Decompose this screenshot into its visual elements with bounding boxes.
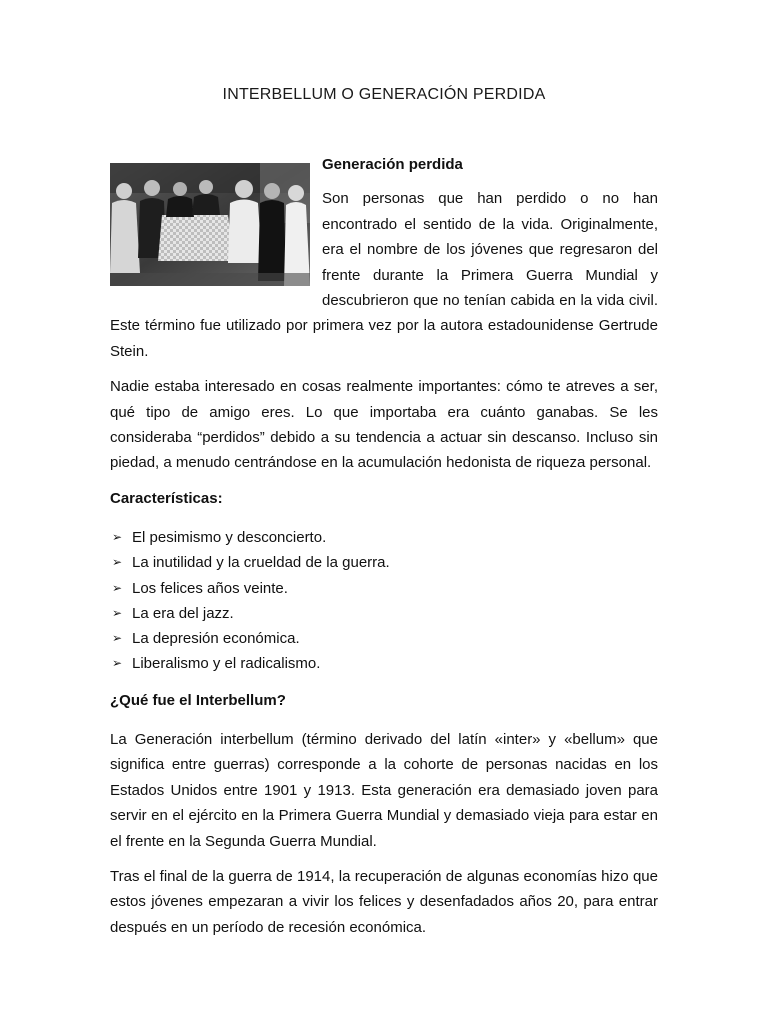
heading-interbellum: ¿Qué fue el Interbellum?	[110, 691, 286, 709]
arrow-bullet-icon: ➢	[111, 605, 123, 620]
group-photo	[110, 163, 310, 286]
list-item: ➢ Los felices años veinte.	[132, 576, 658, 601]
paragraph-interbellum-contexto: Tras el final de la guerra de 1914, la recuperación de algunas economías hizo que estos jóvenes empezaran a vivir los felices y desenfadados años 20, para entrar después en un período de recesión económica.	[110, 867, 658, 936]
list-item: ➢ Liberalismo y el radicalismo.	[132, 651, 658, 676]
caracteristicas-list	[110, 525, 658, 676]
list-item: ➢ El pesimismo y desconcierto.	[132, 525, 658, 550]
list-item: ➢ La inutilidad y la crueldad de la guerra.	[132, 550, 658, 575]
paragraph-generacion-contexto: Nadie estaba interesado en cosas realmente importantes: cómo te atreves a ser, qué tipo de amigo eres. Lo que importaba era cuánto ganabas. Se les consideraba “perdidos” debido a su tendencia a actuar sin descanso. Incluso sin piedad, a menudo centrándose en la acumulación hedonista de riqueza personal.	[110, 378, 658, 472]
arrow-bullet-icon: ➢	[111, 555, 123, 570]
paragraph-generacion-definicion: Son personas que han perdido o no han encontrado el sentido de la vida. Originalmente, era el nombre de los jóvenes que regresaron del frente durante la Primera Guerra Mundial y descubrieron que no tenían cabida en la vida civil. Este término fue utilizado por primera vez por la autora estadounidense Gertrude Stein.	[110, 190, 658, 360]
arrow-bullet-icon: ➢	[111, 580, 123, 595]
arrow-bullet-icon: ➢	[111, 530, 123, 545]
document-title: INTERBELLUM O GENERACIÓN PERDIDA	[222, 86, 546, 103]
paragraph-interbellum-definicion: La Generación interbellum (término derivado del latín «inter» y «bellum» que significa entre guerras) corresponde a la cohorte de personas nacidas en los Estados Unidos entre 1901 y 1913. Esta generación era demasiado joven para servir en el ejército en la Primera Guerra Mundial y demasiado vieja para estar en el frente en la Segunda Guerra Mundial.	[110, 730, 658, 850]
arrow-bullet-icon: ➢	[111, 656, 123, 671]
list-item: ➢ La depresión económica.	[132, 626, 658, 651]
arrow-bullet-icon: ➢	[111, 631, 123, 646]
heading-caracteristicas: Características:	[110, 489, 223, 507]
list-item: ➢ La era del jazz.	[132, 601, 658, 626]
document-body	[110, 152, 658, 950]
heading-generacion-perdida: Generación perdida	[322, 156, 463, 173]
